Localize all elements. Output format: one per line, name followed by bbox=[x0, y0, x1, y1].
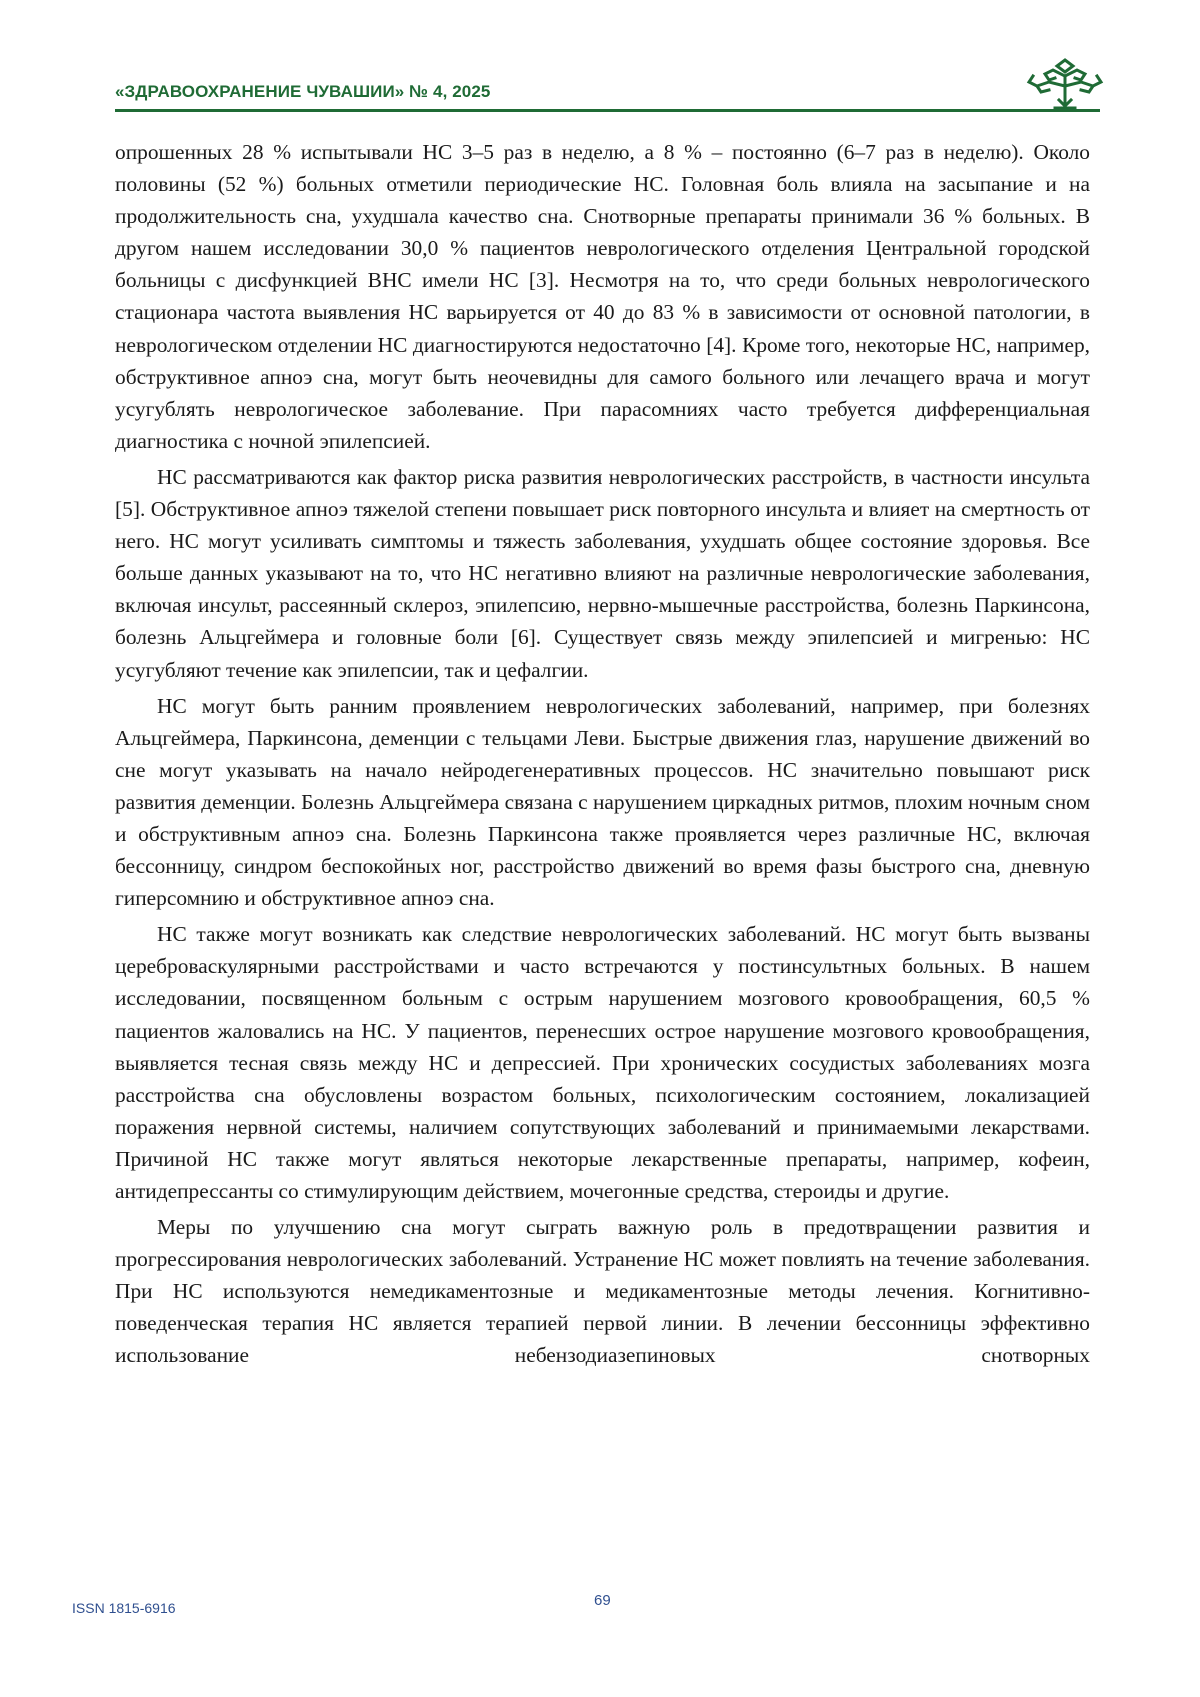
header-divider bbox=[115, 109, 1100, 112]
journal-title: «ЗДРАВООХРАНЕНИЕ ЧУВАШИИ» № 4, 2025 bbox=[115, 82, 491, 101]
page-header bbox=[115, 80, 1090, 110]
page-number: 69 bbox=[594, 1592, 611, 1609]
paragraph-3: НС могут быть ранним проявлением неврологических заболеваний, например, при болезнях Альцгеймера, Паркинсона, деменции с тельцами Леви. Быстрые движения глаз, нарушение движений во сне могут указывать на начало нейродегенеративных процессов. НС значительно повышают риск развития деменции. Болезнь Альцгеймера связана с нарушением циркадных ритмов, плохим ночным сном и обструктивным апноэ сна. Болезнь Паркинсона также проявляется через различные НС, включая бессонницу, синдром беспокойных ног, расстройство движений во время фазы быстрого сна, дневную гиперсомнию и обструктивное апноэ сна. bbox=[115, 693, 1090, 911]
paragraph-1: опрошенных 28 % испытывали НС 3–5 раз в неделю, а 8 % – постоянно (6–7 раз в неделю). Около половины (52 %) больных отметили периодические НС. Головная боль влияла на засыпание и на продолжительность сна, ухудшала качество сна. Снотворные препараты принимали 36 % больных. В другом нашем исследовании 30,0 % пациентов неврологического отделения Центральной городской больницы с дисфункцией ВНС имели НС [3]. Несмотря на то, что среди больных неврологического стационара частота выявления НС варьируется от 40 до 83 % в зависимости от основной патологии, в неврологическом отделении НС диагностируются недостаточно [4]. Кроме того, некоторые НС, например, обструктивное апноэ сна, могут быть неочевидны для самого больного или лечащего врача и могут усугублять неврологическое заболевание. При парасомниях часто требуется дифференциальная диагностика с ночной эпилепсией. bbox=[115, 140, 1090, 453]
chuvash-emblem-icon bbox=[1025, 56, 1105, 114]
paragraph-5: Меры по улучшению сна могут сыграть важную роль в предотвращении развития и прогрессирования неврологических заболеваний. Устранение НС может повлиять на течение заболевания. При НС используются немедикаментозные и медикаментозные методы лечения. Когнитивно-поведенческая терапия НС является терапией первой линии. В лечении бессонницы эффективно использование небензодиазепиновых снотворных bbox=[115, 1215, 1090, 1368]
footer-issn: ISSN 1815-6916 bbox=[72, 1600, 176, 1616]
paragraph-2: НС рассматриваются как фактор риска развития неврологических расстройств, в частности инсульта [5]. Обструктивное апноэ тяжелой степени повышает риск повторного инсульта и влияет на смертность от него. НС могут усиливать симптомы и тяжесть заболевания, ухудшать общее состояние здоровья. Все больше данных указывают на то, что НС негативно влияют на различные неврологические заболевания, включая инсульт, рассеянный склероз, эпилепсию, нервно-мышечные расстройства, болезнь Паркинсона, болезнь Альцгеймера и головные боли [6]. Существует связь между эпилепсией и мигренью: НС усугубляют течение как эпилепсии, так и цефалгии. bbox=[115, 464, 1090, 682]
paragraph-4: НС также могут возникать как следствие неврологических заболеваний. НС могут быть вызваны цереброваскулярными расстройствами и часто встречаются у постинсультных больных. В нашем исследовании, посвященном больным с острым нарушением мозгового кровообращения, 60,5 % пациентов жаловались на НС. У пациентов, перенесших острое нарушение мозгового кровообращения, выявляется тесная связь между НС и депрессией. При хронических сосудистых заболеваниях мозга расстройства сна обусловлены возрастом больных, психологическим состоянием, локализацией поражения нервной системы, наличием сопутствующих заболеваний и принимаемыми лекарствами. Причиной НС также могут являться некоторые лекарственные препараты, например, кофеин, антидепрессанты со стимулирующим действием, мочегонные средства, стероиды и другие. bbox=[115, 922, 1090, 1203]
article-body bbox=[115, 136, 1090, 1376]
